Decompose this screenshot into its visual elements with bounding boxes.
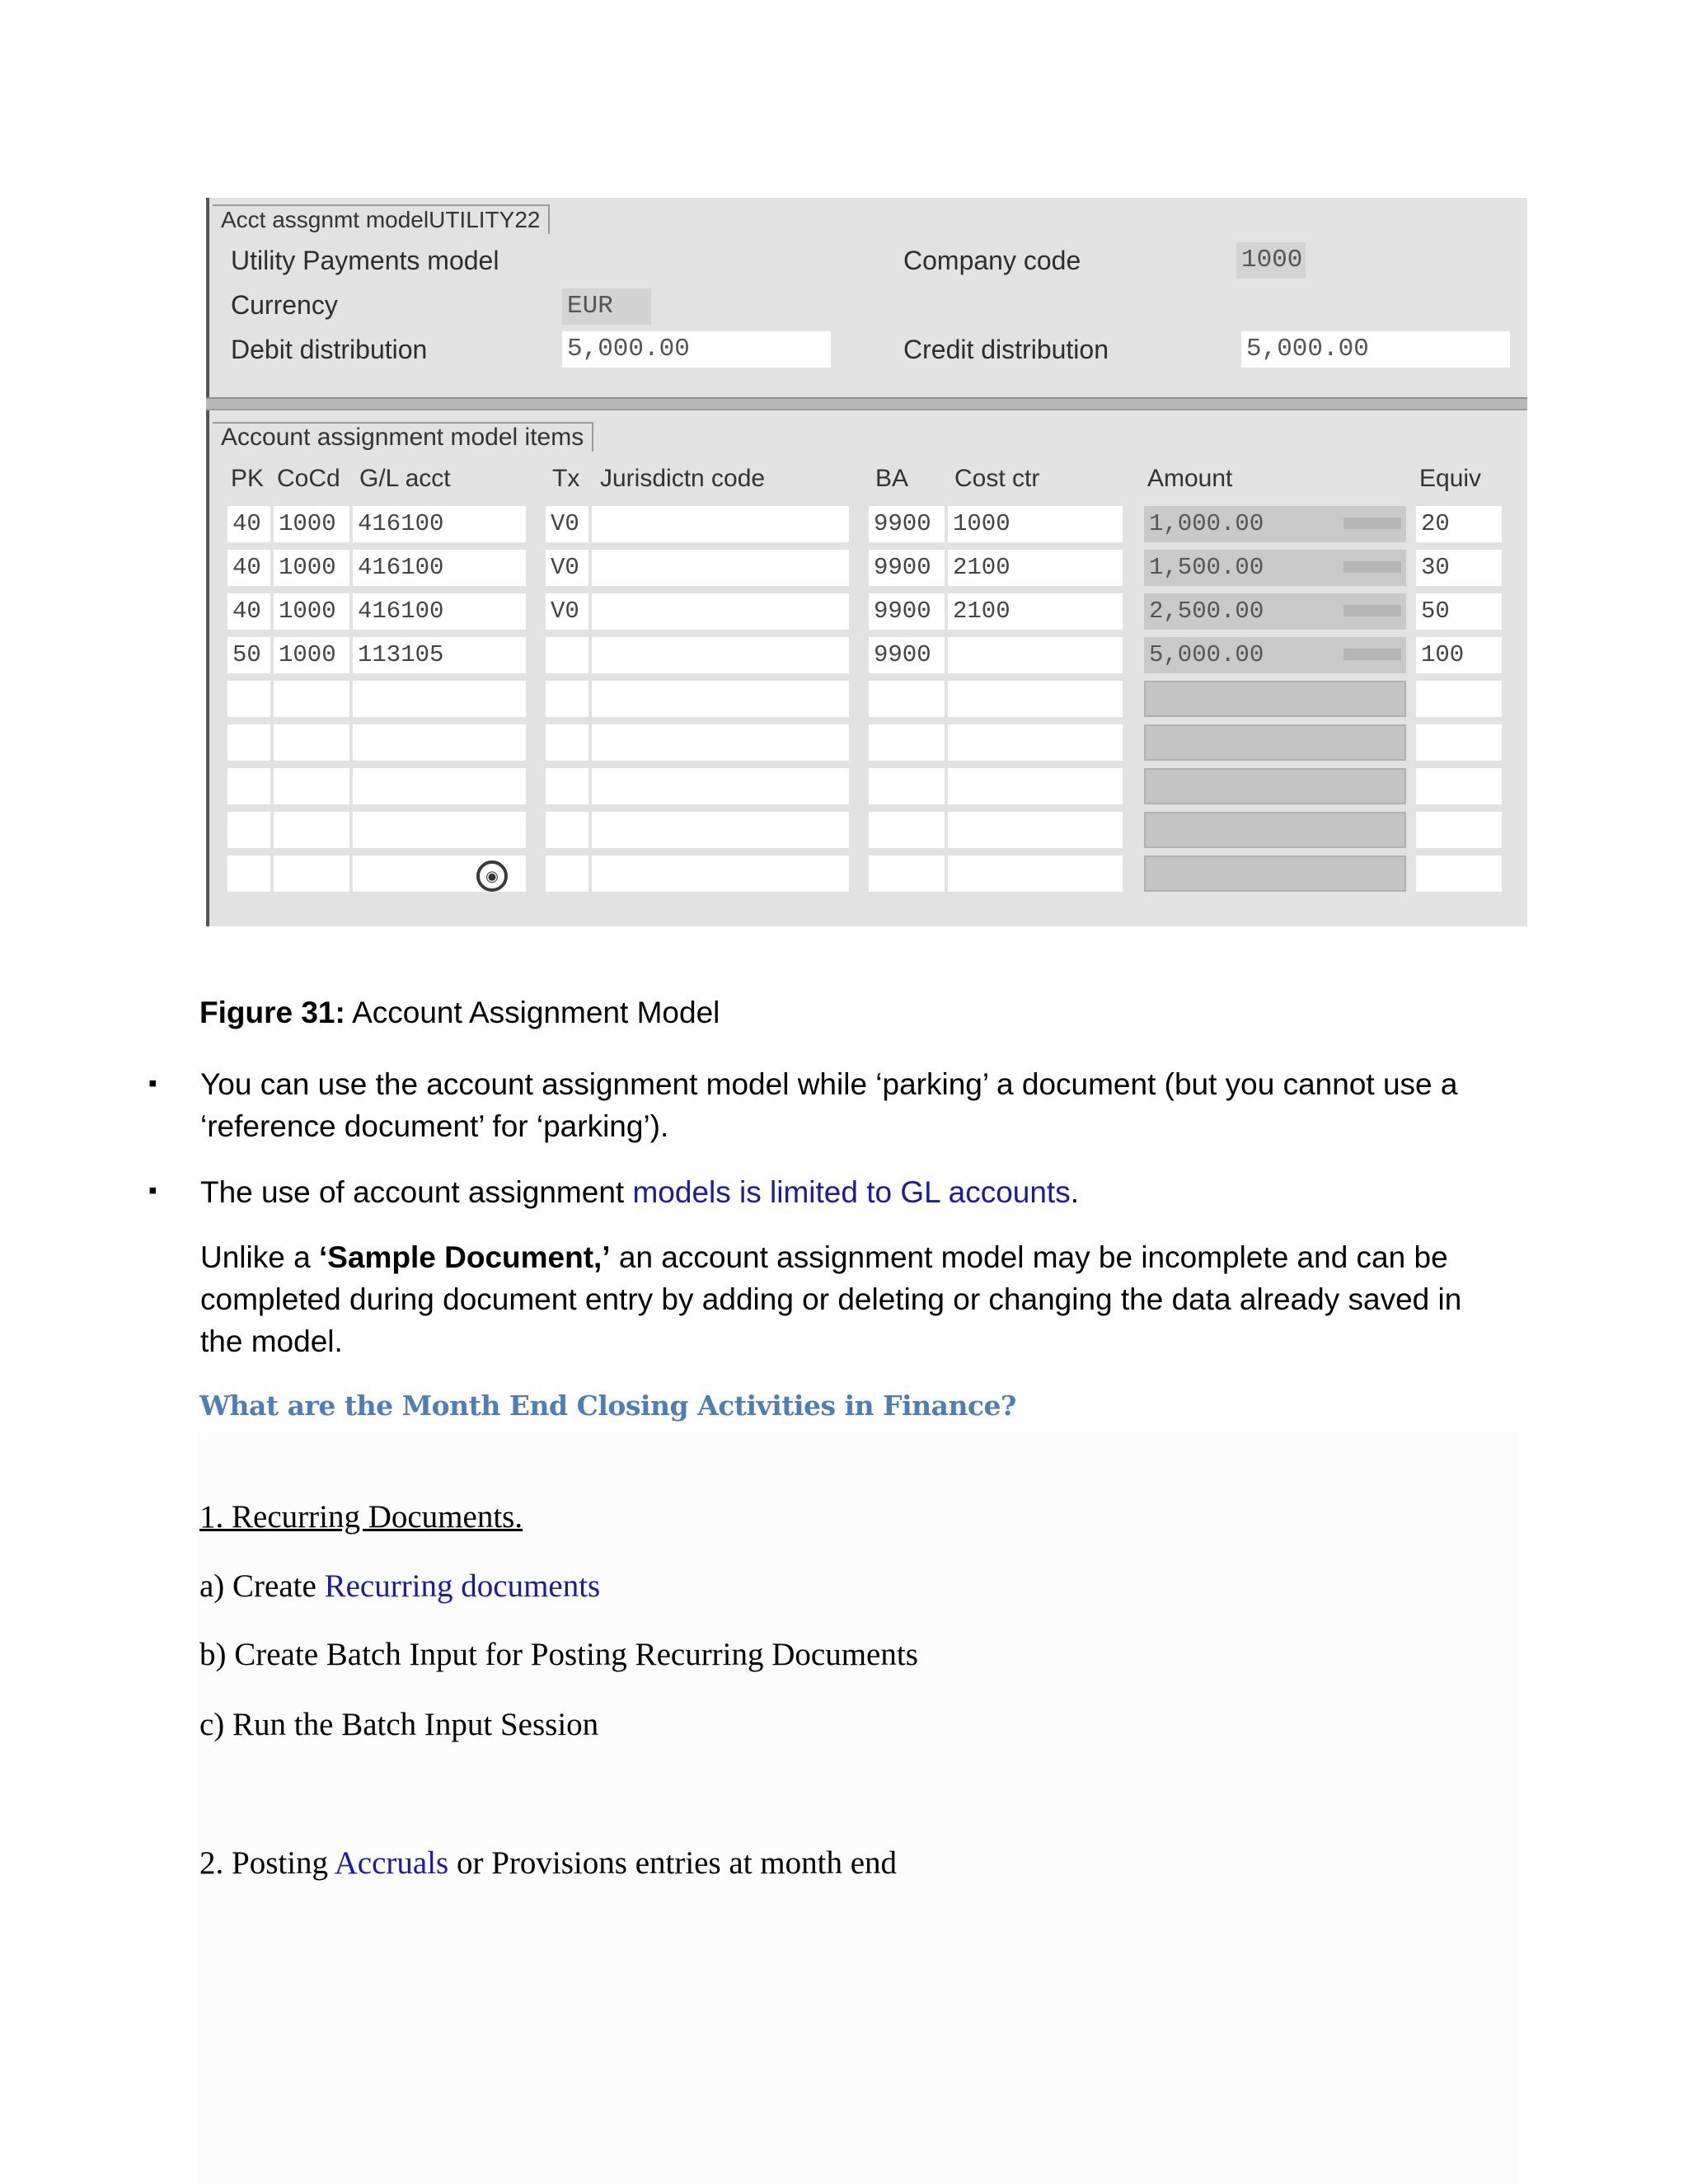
- cell-cost-ctr[interactable]: 1000: [948, 506, 1123, 542]
- table-left-border: [206, 410, 209, 926]
- empty-cell[interactable]: [227, 724, 270, 761]
- cell-cocd[interactable]: 1000: [274, 593, 349, 630]
- empty-cell[interactable]: [227, 681, 270, 717]
- cell-gl-acct[interactable]: 113105: [353, 637, 526, 673]
- cell-tx[interactable]: V0: [546, 550, 588, 586]
- figure-title: Account Assignment Model: [352, 996, 720, 1029]
- col-cocd: CoCd: [277, 465, 340, 492]
- model-name: Utility Payments model: [231, 246, 499, 275]
- empty-cell[interactable]: [227, 768, 270, 804]
- empty-cell[interactable]: [948, 855, 1123, 892]
- text-span: or Provisions entries at month end: [448, 1845, 898, 1881]
- empty-cell[interactable]: [1144, 855, 1406, 892]
- empty-cell[interactable]: [869, 855, 945, 892]
- empty-cell[interactable]: [869, 768, 945, 804]
- bold-term: ‘Sample Document,’: [318, 1240, 611, 1274]
- currency-label: Currency: [231, 290, 338, 320]
- empty-cell[interactable]: [546, 768, 588, 804]
- col-ba: BA: [875, 465, 909, 492]
- empty-cell[interactable]: [1144, 681, 1406, 717]
- empty-cell[interactable]: [1416, 812, 1502, 848]
- empty-cell[interactable]: [948, 681, 1123, 717]
- figure-label: Figure 31:: [199, 996, 345, 1029]
- empty-cell[interactable]: [592, 812, 849, 848]
- empty-cell[interactable]: [869, 724, 945, 761]
- empty-cell[interactable]: [1144, 724, 1406, 761]
- cell-gl-acct[interactable]: 416100: [353, 506, 526, 542]
- section-separator: [206, 397, 1527, 410]
- credit-distribution-field[interactable]: 5,000.00: [1241, 331, 1510, 368]
- col-jurisdiction: Jurisdictn code: [600, 465, 766, 492]
- credit-distribution-label: Credit distribution: [903, 335, 1109, 364]
- list-item-recurring: 1. Recurring Documents.: [199, 1499, 523, 1535]
- list-item-c: c) Run the Batch Input Session: [199, 1707, 599, 1742]
- empty-cell[interactable]: [546, 812, 588, 848]
- empty-cell[interactable]: [274, 681, 349, 717]
- cell-equiv[interactable]: 100: [1416, 637, 1502, 673]
- empty-cell[interactable]: [592, 768, 849, 804]
- items-table-title: Account assignment model items: [213, 422, 593, 452]
- cell-jurisdiction[interactable]: [592, 637, 849, 673]
- cell-amount[interactable]: [1144, 637, 1406, 673]
- list-item-a: [199, 1568, 600, 1605]
- cell-jurisdiction[interactable]: [592, 550, 849, 586]
- cell-ba[interactable]: 9900: [869, 593, 945, 630]
- cell-ba[interactable]: 9900: [869, 637, 945, 673]
- cell-amount[interactable]: [1144, 550, 1406, 586]
- cell-equiv[interactable]: 30: [1416, 550, 1502, 586]
- empty-cell[interactable]: [592, 681, 849, 717]
- cell-cost-ctr[interactable]: 2100: [948, 593, 1123, 630]
- group-title: Acct assgnmt modelUTILITY22: [213, 204, 550, 234]
- bullet-text: [200, 1171, 1486, 1213]
- debit-distribution-label: Debit distribution: [231, 335, 428, 364]
- text-span: Unlike a: [200, 1240, 319, 1274]
- cell-jurisdiction[interactable]: [592, 506, 849, 542]
- empty-cell[interactable]: [592, 855, 849, 892]
- cell-cost-ctr[interactable]: 2100: [948, 550, 1123, 586]
- cell-ba[interactable]: 9900: [869, 506, 945, 542]
- bullet-marker: ▪: [148, 1070, 157, 1097]
- empty-cell[interactable]: [1144, 812, 1406, 848]
- cell-cost-ctr[interactable]: [948, 637, 1123, 673]
- cell-cocd[interactable]: 1000: [274, 550, 349, 586]
- cell-pk[interactable]: 50: [227, 637, 270, 673]
- text-span: .: [1070, 1175, 1079, 1209]
- amount-value: 2,500.00: [1149, 598, 1264, 625]
- text-span: 2. Posting: [199, 1845, 335, 1881]
- empty-cell[interactable]: [1416, 724, 1502, 761]
- bullet-marker: ▪: [148, 1177, 157, 1204]
- text-line: [200, 1236, 1486, 1278]
- cell-gl-acct[interactable]: 416100: [353, 550, 526, 586]
- empty-cell[interactable]: [1144, 768, 1406, 804]
- empty-cell[interactable]: [227, 812, 270, 848]
- body-paragraph: [200, 1236, 1486, 1362]
- cell-tx[interactable]: [546, 637, 588, 673]
- cell-tx[interactable]: V0: [546, 506, 588, 542]
- cell-tx[interactable]: V0: [546, 593, 588, 630]
- empty-cell[interactable]: [274, 812, 349, 848]
- amount-value: 1,500.00: [1149, 554, 1264, 581]
- empty-cell[interactable]: [274, 855, 349, 892]
- empty-cell[interactable]: [1416, 768, 1502, 804]
- empty-cell[interactable]: [592, 724, 849, 761]
- section-heading: What are the Month End Closing Activities in Finance?: [199, 1390, 1016, 1422]
- recurring-documents-link[interactable]: Recurring documents: [324, 1568, 601, 1604]
- empty-cell[interactable]: [353, 681, 526, 717]
- text-line: the model.: [200, 1324, 343, 1358]
- cell-equiv[interactable]: 50: [1416, 593, 1502, 630]
- empty-cell[interactable]: [869, 812, 945, 848]
- text-span: a) Create: [199, 1568, 325, 1604]
- col-tx: Tx: [552, 465, 580, 492]
- empty-cell[interactable]: [948, 724, 1123, 761]
- col-cost-ctr: Cost ctr: [954, 465, 1040, 492]
- empty-cell[interactable]: [274, 768, 349, 804]
- company-code-field[interactable]: 1000: [1236, 242, 1306, 279]
- cell-pk[interactable]: 40: [227, 593, 270, 630]
- col-amount: Amount: [1147, 465, 1233, 492]
- cursor-icon: ◉: [476, 860, 508, 892]
- gl-accounts-link[interactable]: models is limited to GL accounts: [632, 1175, 1071, 1209]
- empty-cell[interactable]: [227, 855, 270, 892]
- text-line: completed during document entry by adding or deleting or changing the data already saved in: [200, 1282, 1462, 1316]
- text-span: an account assignment model may be incomplete and can be: [610, 1240, 1448, 1274]
- cell-cocd[interactable]: 1000: [274, 637, 349, 673]
- empty-cell[interactable]: [948, 812, 1123, 848]
- empty-cell[interactable]: [353, 768, 526, 804]
- list-item-accruals: [199, 1844, 897, 1882]
- empty-cell[interactable]: [353, 724, 526, 761]
- accruals-link[interactable]: Accruals: [334, 1845, 449, 1881]
- col-gl-acct: G/L acct: [359, 465, 451, 492]
- empty-cell[interactable]: [546, 724, 588, 761]
- amount-value: 1,000.00: [1149, 510, 1264, 537]
- empty-cell[interactable]: [948, 768, 1123, 804]
- col-pk: PK: [231, 465, 265, 492]
- cell-amount[interactable]: [1144, 506, 1406, 542]
- figure-caption: [199, 996, 720, 1030]
- sap-screenshot: [206, 198, 1527, 926]
- cell-gl-acct[interactable]: 416100: [353, 593, 526, 630]
- page-background-shade: [199, 1432, 1517, 2184]
- cell-cocd[interactable]: 1000: [274, 506, 349, 542]
- text-span: The use of account assignment: [200, 1175, 633, 1209]
- bullet-text: [200, 1063, 1486, 1147]
- amount-value: 5,000.00: [1149, 641, 1264, 668]
- cell-ba[interactable]: 9900: [869, 550, 945, 586]
- cell-pk[interactable]: 40: [227, 506, 270, 542]
- col-equiv: Equiv: [1419, 465, 1482, 492]
- empty-cell[interactable]: [353, 812, 526, 848]
- empty-cell[interactable]: [1416, 855, 1502, 892]
- empty-cell[interactable]: [546, 855, 588, 892]
- text-line: ‘reference document’ for ‘parking’).: [200, 1109, 669, 1143]
- currency-field[interactable]: EUR: [562, 288, 651, 325]
- company-code-label: Company code: [903, 246, 1081, 275]
- empty-cell[interactable]: [274, 724, 349, 761]
- empty-cell[interactable]: [1416, 681, 1502, 717]
- cell-amount[interactable]: [1144, 593, 1406, 630]
- text-line: You can use the account assignment model while ‘parking’ a document (but you cannot use a: [200, 1067, 1458, 1101]
- cell-jurisdiction[interactable]: [592, 593, 849, 630]
- empty-cell[interactable]: [546, 681, 588, 717]
- cell-equiv[interactable]: 20: [1416, 506, 1502, 542]
- cell-pk[interactable]: 40: [227, 550, 270, 586]
- empty-cell[interactable]: [869, 681, 945, 717]
- list-item-b: b) Create Batch Input for Posting Recurring Documents: [199, 1637, 918, 1672]
- debit-distribution-field[interactable]: 5,000.00: [562, 331, 831, 368]
